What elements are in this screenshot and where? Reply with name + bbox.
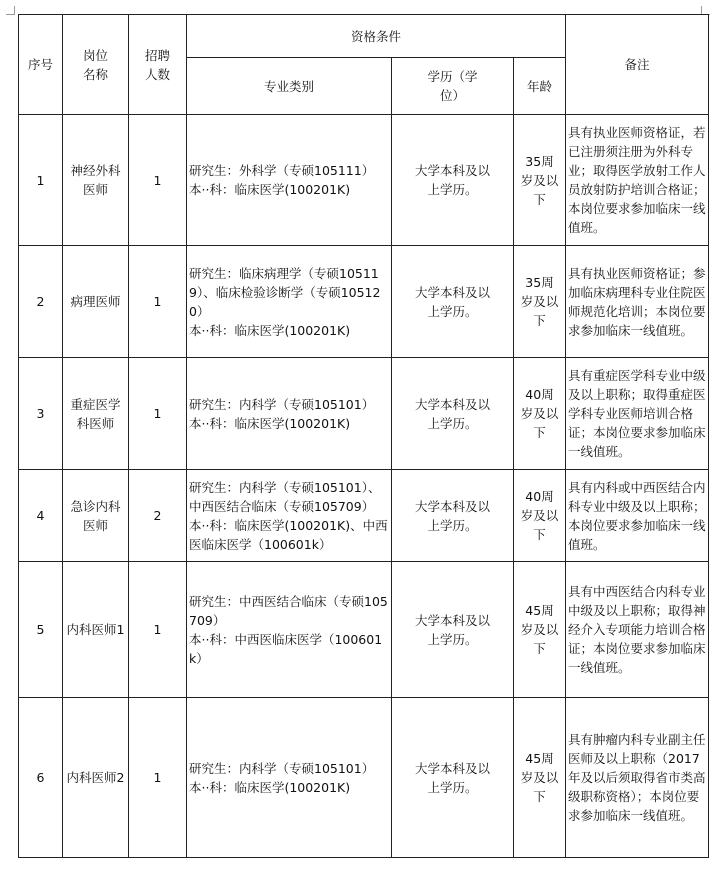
cell-age-text: 40周岁及以下 xyxy=(520,387,559,440)
cell-position: 内科医师2 xyxy=(63,698,129,858)
cell-age xyxy=(514,115,566,246)
table-row xyxy=(19,246,709,358)
cell-remarks: 具有执业医师资格证；参加临床病理科专业住院医师规范化培训；本岗位要求参加临床一线值班。 xyxy=(566,246,709,358)
cell-education xyxy=(392,562,514,698)
cell-education-text: 大学本科及以上学历。 xyxy=(414,760,490,795)
cell-age-text: 45周岁及以下 xyxy=(520,603,559,656)
cell-position-text: 重症医学科医师 xyxy=(70,396,121,431)
cell-education xyxy=(392,246,514,358)
cell-age-text: 35周岁及以下 xyxy=(520,275,559,328)
cell-education-text: 大学本科及以上学历。 xyxy=(414,498,490,533)
cell-major: 研究生：外科学（专硕105111） 本··科：临床医学(100201K) xyxy=(187,115,392,246)
cell-seq: 2 xyxy=(19,246,63,358)
cell-count: 1 xyxy=(129,698,187,858)
crop-mark-top-left xyxy=(6,6,15,15)
cell-major: 研究生：中西医结合临床（专硕105709） 本··科：中西医临床医学（100601k） xyxy=(187,562,392,698)
cell-education-text: 大学本科及以上学历。 xyxy=(414,163,490,197)
cell-remarks: 具有中西医结合内科专业中级及以上职称；取得神经介入专项能力培训合格证；本岗位要求参加临床一线值班。 xyxy=(566,562,709,698)
cell-count: 1 xyxy=(129,246,187,358)
header-row-1 xyxy=(19,15,709,58)
cell-position-text: 急诊内科医师 xyxy=(70,498,121,533)
cell-major: 研究生：内科学（专硕105101） 本··科：临床医学(100201K) xyxy=(187,358,392,470)
header-education-text: 学历（学位） xyxy=(427,69,478,103)
cell-major: 研究生：内科学（专硕105101）、中西医结合临床（专硕105709） 本··科：临床医学(100201K)、中西医临床医学（100601k） xyxy=(187,470,392,562)
header-major: 专业类别 xyxy=(187,58,392,115)
cell-position-text: 病理医师 xyxy=(70,294,121,309)
cell-age xyxy=(514,246,566,358)
cell-position: 内科医师1 xyxy=(63,562,129,698)
cell-seq: 3 xyxy=(19,358,63,470)
cell-education-text: 大学本科及以上学历。 xyxy=(414,396,490,431)
cell-major: 研究生：内科学（专硕105101） 本··科：临床医学(100201K) xyxy=(187,698,392,858)
cell-education xyxy=(392,358,514,470)
cell-education xyxy=(392,698,514,858)
cell-education-text: 大学本科及以上学历。 xyxy=(414,284,490,319)
cell-education-text: 大学本科及以上学历。 xyxy=(414,612,490,647)
cell-position xyxy=(63,358,129,470)
cell-education xyxy=(392,470,514,562)
header-seq: 序号 xyxy=(19,15,63,115)
header-position xyxy=(63,15,129,115)
cell-position xyxy=(63,115,129,246)
cell-age xyxy=(514,562,566,698)
cell-age-text: 35周岁及以下 xyxy=(520,153,559,207)
cell-remarks: 具有肿瘤内科专业副主任医师及以上职称（2017年及以后须取得省市类高级职称资格）；本岗位要求参加临床一线值班。 xyxy=(566,698,709,858)
header-qualification: 资格条件 xyxy=(187,15,566,58)
table-row xyxy=(19,470,709,562)
cell-position xyxy=(63,246,129,358)
cell-count: 2 xyxy=(129,470,187,562)
cell-position xyxy=(63,470,129,562)
cell-count: 1 xyxy=(129,562,187,698)
cell-education xyxy=(392,115,514,246)
header-count-text: 招聘人数 xyxy=(144,47,170,82)
cell-seq: 6 xyxy=(19,698,63,858)
cell-age xyxy=(514,698,566,858)
cell-count: 1 xyxy=(129,115,187,246)
header-education xyxy=(392,58,514,115)
table-row xyxy=(19,698,709,858)
cell-age-text: 40周岁及以下 xyxy=(520,489,559,542)
header-count xyxy=(129,15,187,115)
cell-age xyxy=(514,358,566,470)
header-age: 年龄 xyxy=(514,58,566,115)
table-row xyxy=(19,115,709,246)
header-position-text: 岗位名称 xyxy=(82,47,108,82)
cell-remarks: 具有执业医师资格证，若已注册须注册为外科专业；取得医学放射工作人员放射防护培训合格证；本岗位要求参加临床一线值班。 xyxy=(566,115,709,246)
recruitment-table xyxy=(18,14,709,858)
cell-count: 1 xyxy=(129,358,187,470)
cell-age xyxy=(514,470,566,562)
cell-seq: 1 xyxy=(19,115,63,246)
cell-remarks: 具有重症医学科专业中级及以上职称；取得重症医学科专业医师培训合格证；本岗位要求参加临床一线值班。 xyxy=(566,358,709,470)
header-remarks: 备注 xyxy=(566,15,709,115)
cell-seq: 4 xyxy=(19,470,63,562)
table-row xyxy=(19,562,709,698)
cell-major: 研究生：临床病理学（专硕105119）、临床检验诊断学（专硕105120） 本··科：临床医学(100201K) xyxy=(187,246,392,358)
cell-remarks: 具有内科或中西医结合内科专业中级及以上职称；本岗位要求参加临床一线值班。 xyxy=(566,470,709,562)
cell-position-text: 神经外科医师 xyxy=(70,163,121,197)
table-row xyxy=(19,358,709,470)
cell-age-text: 45周岁及以下 xyxy=(520,751,559,804)
cell-seq: 5 xyxy=(19,562,63,698)
